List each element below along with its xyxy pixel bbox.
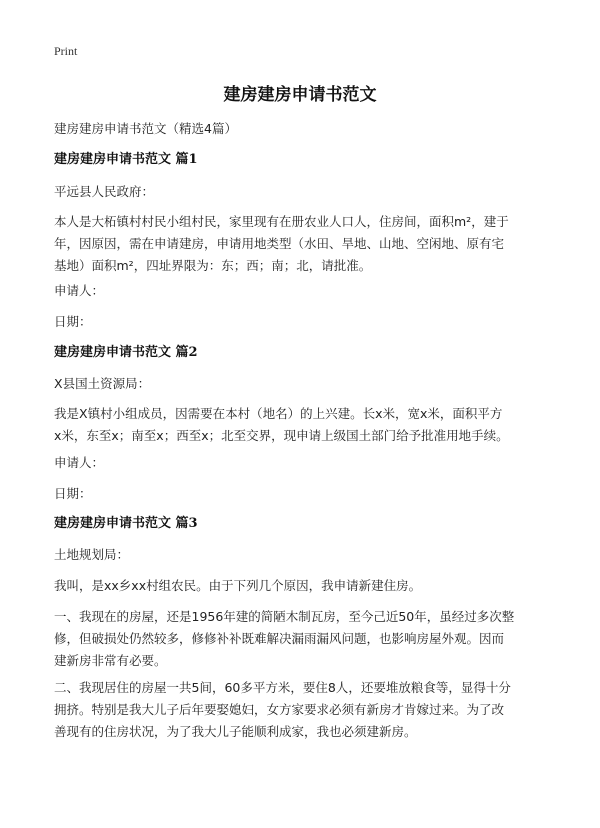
body-paragraph-3a — [54, 606, 554, 672]
opening-line: 我叫，是xx乡xx村组农民。由于下列几个原因，我申请新建住房。 — [54, 578, 422, 593]
document-title: 建房建房申请书范文 — [223, 85, 377, 105]
body-paragraph-2 — [54, 403, 554, 447]
addressee-1: 平远县人民政府： — [54, 184, 155, 199]
body-paragraph-3b — [54, 677, 554, 743]
print-label: Print — [54, 44, 78, 58]
body-line: 我是X镇村小组成员，因需要在本村（地名）的上兴建。长x米，宽x米，面积平方 — [54, 406, 503, 421]
applicant-line-2: 申请人： — [54, 455, 105, 470]
body-line: 二、我现居住的房屋一共5间，60多平方米，要住8人，还要堆放粮食等，显得十分 — [54, 680, 511, 695]
body-line: 年，因原因，需在申请建房，申请用地类型（水田、旱地、山地、空闲地、原有宅 — [54, 236, 505, 251]
body-line: 修，但破损处仍然较多，修修补补既难解决漏雨漏风问题，也影响房屋外观。因而 — [54, 631, 505, 646]
date-line-2: 日期： — [54, 486, 92, 501]
body-paragraph-1 — [54, 211, 554, 277]
section-heading-1: 建房建房申请书范文 篇1 — [54, 152, 198, 167]
date-line-1: 日期： — [54, 314, 92, 329]
body-line: 基地）面积m²，四址界限为：东；西；南；北，请批准。 — [54, 258, 372, 273]
body-line: 本人是大柘镇村村民小组村民，家里现有在册农业人口人，住房间，面积m²，建于 — [54, 214, 509, 229]
body-line: 善现有的住房状况，为了我大儿子能顺利成家，我也必须建新房。 — [54, 724, 417, 739]
addressee-3: 土地规划局： — [54, 547, 130, 562]
body-line: 拥挤。特别是我大儿子后年要娶媳妇，女方家要求必须有新房才肯嫁过来。为了改 — [54, 702, 505, 717]
section-heading-3: 建房建房申请书范文 篇3 — [54, 516, 198, 531]
body-line: x米，东至x；南至x；西至x；北至交界，现申请上级国土部门给予批准用地手续。 — [54, 428, 509, 443]
section-heading-2: 建房建房申请书范文 篇2 — [54, 345, 198, 360]
body-line: 一、我现在的房屋，还是1956年建的简陋木制瓦房，至今己近50年，虽经过多次整 — [54, 609, 515, 624]
intro-line: 建房建房申请书范文（精选4篇） — [54, 121, 237, 136]
applicant-line-1: 申请人： — [54, 283, 105, 298]
body-line: 建新房非常有必要。 — [54, 653, 167, 668]
addressee-2: X县国土资源局： — [54, 376, 151, 391]
